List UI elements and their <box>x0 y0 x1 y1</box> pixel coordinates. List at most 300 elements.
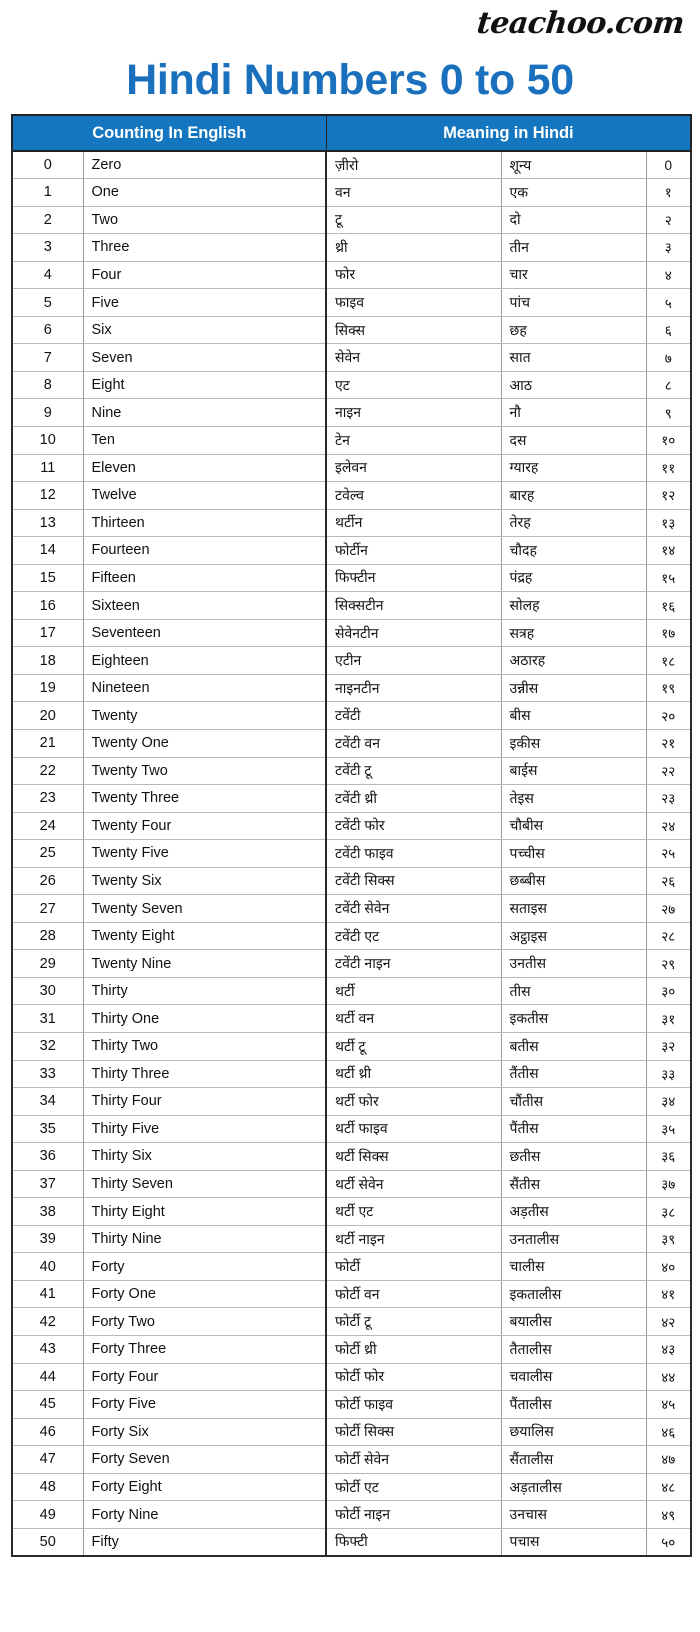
cell-english-word: Thirty Three <box>83 1060 326 1088</box>
cell-english-word: Twenty Eight <box>83 922 326 950</box>
table-row <box>12 812 691 840</box>
cell-hindi-transliteration: सिक्स <box>326 316 501 344</box>
cell-english-word: Twenty Six <box>83 867 326 895</box>
cell-hindi-transliteration: टवेल्व <box>326 482 501 510</box>
cell-hindi-transliteration: थर्टी <box>326 977 501 1005</box>
cell-hindi-word: दो <box>501 206 646 234</box>
cell-hindi-number: ४ <box>646 261 691 289</box>
table-row <box>12 895 691 923</box>
table-row <box>12 1473 691 1501</box>
cell-hindi-number: १७ <box>646 619 691 647</box>
cell-hindi-transliteration: एटीन <box>326 647 501 675</box>
cell-hindi-word: आठ <box>501 371 646 399</box>
cell-hindi-number: ४५ <box>646 1391 691 1419</box>
table-row <box>12 289 691 317</box>
cell-hindi-number: ३५ <box>646 1115 691 1143</box>
cell-english-word: Eight <box>83 371 326 399</box>
cell-english-word: Ten <box>83 426 326 454</box>
cell-hindi-word: इकतालीस <box>501 1280 646 1308</box>
table-row <box>12 537 691 565</box>
cell-english-word: Seven <box>83 344 326 372</box>
cell-hindi-word: अठारह <box>501 647 646 675</box>
cell-english-word: Fourteen <box>83 537 326 565</box>
cell-english-word: Thirty One <box>83 1005 326 1033</box>
cell-hindi-number: ३६ <box>646 1143 691 1171</box>
cell-hindi-transliteration: टेन <box>326 426 501 454</box>
cell-hindi-number: १९ <box>646 674 691 702</box>
cell-hindi-transliteration: टवेंटी सेवेन <box>326 895 501 923</box>
cell-hindi-number: २६ <box>646 867 691 895</box>
cell-hindi-transliteration: नाइन <box>326 399 501 427</box>
cell-hindi-word: उन्नीस <box>501 674 646 702</box>
cell-english-number: 31 <box>12 1005 83 1033</box>
cell-english-number: 0 <box>12 151 83 179</box>
cell-hindi-transliteration: सेवेन <box>326 344 501 372</box>
cell-english-number: 24 <box>12 812 83 840</box>
cell-hindi-transliteration: वन <box>326 179 501 207</box>
cell-hindi-transliteration: एट <box>326 371 501 399</box>
cell-hindi-word: उनचास <box>501 1501 646 1529</box>
cell-hindi-number: ६ <box>646 316 691 344</box>
cell-english-number: 13 <box>12 509 83 537</box>
cell-hindi-transliteration: फोर्टी टू <box>326 1308 501 1336</box>
table-row <box>12 564 691 592</box>
table-row <box>12 840 691 868</box>
cell-english-number: 32 <box>12 1033 83 1061</box>
table-row <box>12 316 691 344</box>
table-row <box>12 729 691 757</box>
cell-hindi-word: सात <box>501 344 646 372</box>
cell-hindi-number: ३१ <box>646 1005 691 1033</box>
table-row <box>12 1005 691 1033</box>
cell-hindi-word: बयालीस <box>501 1308 646 1336</box>
table-row <box>12 1308 691 1336</box>
cell-hindi-number: १२ <box>646 482 691 510</box>
cell-english-word: Twenty Three <box>83 785 326 813</box>
cell-hindi-transliteration: टवेंटी सिक्स <box>326 867 501 895</box>
cell-english-number: 1 <box>12 179 83 207</box>
table-row <box>12 1253 691 1281</box>
table-row <box>12 674 691 702</box>
table-row <box>12 1170 691 1198</box>
cell-english-number: 2 <box>12 206 83 234</box>
cell-english-word: Eighteen <box>83 647 326 675</box>
cell-hindi-number: २० <box>646 702 691 730</box>
cell-english-word: Thirty Seven <box>83 1170 326 1198</box>
table-row <box>12 1528 691 1556</box>
table-row <box>12 922 691 950</box>
cell-hindi-transliteration: टू <box>326 206 501 234</box>
cell-hindi-word: अड़तीस <box>501 1198 646 1226</box>
cell-english-number: 9 <box>12 399 83 427</box>
cell-hindi-number: ४१ <box>646 1280 691 1308</box>
cell-hindi-number: ३८ <box>646 1198 691 1226</box>
cell-hindi-number: २५ <box>646 840 691 868</box>
cell-hindi-word: सताइस <box>501 895 646 923</box>
table-container <box>0 114 700 1557</box>
cell-hindi-word: उनतीस <box>501 950 646 978</box>
cell-english-number: 33 <box>12 1060 83 1088</box>
cell-hindi-number: ४९ <box>646 1501 691 1529</box>
table-row <box>12 1060 691 1088</box>
cell-english-number: 15 <box>12 564 83 592</box>
cell-english-number: 25 <box>12 840 83 868</box>
cell-english-number: 44 <box>12 1363 83 1391</box>
cell-english-word: Nineteen <box>83 674 326 702</box>
cell-english-number: 26 <box>12 867 83 895</box>
cell-hindi-transliteration: थ्री <box>326 234 501 262</box>
cell-hindi-number: २८ <box>646 922 691 950</box>
cell-english-number: 18 <box>12 647 83 675</box>
cell-english-word: Six <box>83 316 326 344</box>
cell-english-word: Thirty Nine <box>83 1225 326 1253</box>
table-row <box>12 619 691 647</box>
cell-english-word: Thirty Six <box>83 1143 326 1171</box>
cell-hindi-transliteration: थर्टीन <box>326 509 501 537</box>
table-row <box>12 399 691 427</box>
cell-hindi-word: सोलह <box>501 592 646 620</box>
cell-hindi-number: १५ <box>646 564 691 592</box>
cell-hindi-number: १८ <box>646 647 691 675</box>
cell-hindi-word: चौबीस <box>501 812 646 840</box>
cell-hindi-word: पंद्रह <box>501 564 646 592</box>
cell-english-number: 20 <box>12 702 83 730</box>
cell-english-number: 47 <box>12 1446 83 1474</box>
cell-english-word: Twenty Nine <box>83 950 326 978</box>
cell-hindi-transliteration: थर्टी थ्री <box>326 1060 501 1088</box>
cell-hindi-transliteration: फोर्टीन <box>326 537 501 565</box>
cell-hindi-word: चालीस <box>501 1253 646 1281</box>
cell-english-number: 21 <box>12 729 83 757</box>
cell-hindi-word: शून्य <box>501 151 646 179</box>
cell-hindi-word: चार <box>501 261 646 289</box>
cell-english-number: 10 <box>12 426 83 454</box>
cell-english-word: Twenty Seven <box>83 895 326 923</box>
cell-english-word: Zero <box>83 151 326 179</box>
table-row <box>12 454 691 482</box>
cell-english-word: Thirty <box>83 977 326 1005</box>
cell-hindi-word: तेरह <box>501 509 646 537</box>
cell-hindi-transliteration: टवेंटी <box>326 702 501 730</box>
cell-hindi-word: बीस <box>501 702 646 730</box>
cell-english-number: 22 <box>12 757 83 785</box>
cell-hindi-transliteration: फोर्टी वन <box>326 1280 501 1308</box>
cell-hindi-number: ३२ <box>646 1033 691 1061</box>
cell-hindi-number: ३९ <box>646 1225 691 1253</box>
cell-english-number: 12 <box>12 482 83 510</box>
cell-english-word: Forty <box>83 1253 326 1281</box>
table-row <box>12 344 691 372</box>
cell-hindi-number: ५ <box>646 289 691 317</box>
cell-english-number: 48 <box>12 1473 83 1501</box>
cell-hindi-number: ११ <box>646 454 691 482</box>
table-row <box>12 509 691 537</box>
table-row <box>12 1391 691 1419</box>
cell-hindi-word: पैंतालीस <box>501 1391 646 1419</box>
cell-hindi-number: २९ <box>646 950 691 978</box>
table-row <box>12 1115 691 1143</box>
table-row <box>12 426 691 454</box>
cell-english-number: 45 <box>12 1391 83 1419</box>
table-row <box>12 261 691 289</box>
cell-english-number: 42 <box>12 1308 83 1336</box>
cell-english-number: 50 <box>12 1528 83 1556</box>
cell-english-number: 38 <box>12 1198 83 1226</box>
cell-hindi-word: तीस <box>501 977 646 1005</box>
cell-hindi-word: एक <box>501 179 646 207</box>
cell-hindi-word: अड़तालीस <box>501 1473 646 1501</box>
cell-hindi-number: ४४ <box>646 1363 691 1391</box>
cell-hindi-transliteration: फोर्टी थ्री <box>326 1336 501 1364</box>
cell-hindi-transliteration: टवेंटी नाइन <box>326 950 501 978</box>
cell-hindi-number: २४ <box>646 812 691 840</box>
cell-english-number: 8 <box>12 371 83 399</box>
cell-hindi-word: पैंतीस <box>501 1115 646 1143</box>
cell-english-word: Thirty Two <box>83 1033 326 1061</box>
cell-hindi-number: २२ <box>646 757 691 785</box>
teachoo-logo: teachoo.com <box>475 5 686 41</box>
table-row <box>12 867 691 895</box>
cell-hindi-transliteration: टवेंटी एट <box>326 922 501 950</box>
cell-english-number: 17 <box>12 619 83 647</box>
cell-hindi-number: १ <box>646 179 691 207</box>
cell-english-word: Thirty Four <box>83 1088 326 1116</box>
cell-hindi-number: 0 <box>646 151 691 179</box>
cell-hindi-transliteration: फोर्टी फाइव <box>326 1391 501 1419</box>
cell-hindi-word: पच्चीस <box>501 840 646 868</box>
cell-english-word: Two <box>83 206 326 234</box>
cell-hindi-word: दस <box>501 426 646 454</box>
cell-hindi-transliteration: थर्टी एट <box>326 1198 501 1226</box>
table-row <box>12 592 691 620</box>
table-row <box>12 785 691 813</box>
table-row <box>12 1446 691 1474</box>
cell-hindi-number: १० <box>646 426 691 454</box>
cell-english-number: 5 <box>12 289 83 317</box>
cell-hindi-number: ५० <box>646 1528 691 1556</box>
cell-english-word: Forty One <box>83 1280 326 1308</box>
hindi-numbers-table <box>11 114 692 1557</box>
cell-hindi-number: ३ <box>646 234 691 262</box>
cell-hindi-transliteration: फोर्टी नाइन <box>326 1501 501 1529</box>
cell-hindi-transliteration: थर्टी सिक्स <box>326 1143 501 1171</box>
cell-hindi-number: ४६ <box>646 1418 691 1446</box>
cell-hindi-word: तैतालीस <box>501 1336 646 1364</box>
cell-english-word: Twenty One <box>83 729 326 757</box>
cell-english-number: 3 <box>12 234 83 262</box>
cell-hindi-word: चौंतीस <box>501 1088 646 1116</box>
cell-hindi-transliteration: थर्टी सेवेन <box>326 1170 501 1198</box>
cell-hindi-transliteration: टवेंटी फोर <box>326 812 501 840</box>
cell-hindi-word: सैंतालीस <box>501 1446 646 1474</box>
table-row <box>12 1033 691 1061</box>
table-row <box>12 1143 691 1171</box>
table-row <box>12 757 691 785</box>
cell-hindi-transliteration: नाइनटीन <box>326 674 501 702</box>
table-row <box>12 482 691 510</box>
cell-hindi-word: बाईस <box>501 757 646 785</box>
cell-english-word: Fifty <box>83 1528 326 1556</box>
cell-english-word: Twelve <box>83 482 326 510</box>
table-header <box>12 115 691 151</box>
table-row <box>12 702 691 730</box>
cell-english-word: Forty Four <box>83 1363 326 1391</box>
cell-english-word: Thirteen <box>83 509 326 537</box>
table-row <box>12 1363 691 1391</box>
cell-english-word: Forty Five <box>83 1391 326 1419</box>
cell-english-word: Forty Eight <box>83 1473 326 1501</box>
cell-hindi-number: २७ <box>646 895 691 923</box>
cell-hindi-transliteration: फिफ्टी <box>326 1528 501 1556</box>
cell-hindi-transliteration: थर्टी फाइव <box>326 1115 501 1143</box>
cell-hindi-transliteration: इलेवन <box>326 454 501 482</box>
cell-english-number: 27 <box>12 895 83 923</box>
cell-hindi-number: ४८ <box>646 1473 691 1501</box>
cell-hindi-word: छह <box>501 316 646 344</box>
cell-hindi-transliteration: थर्टी टू <box>326 1033 501 1061</box>
table-row <box>12 1088 691 1116</box>
cell-hindi-number: ४० <box>646 1253 691 1281</box>
cell-english-number: 35 <box>12 1115 83 1143</box>
brand-header <box>0 0 700 46</box>
cell-english-number: 43 <box>12 1336 83 1364</box>
cell-hindi-transliteration: टवेंटी वन <box>326 729 501 757</box>
table-row <box>12 1198 691 1226</box>
table-row <box>12 1501 691 1529</box>
cell-hindi-word: इकतीस <box>501 1005 646 1033</box>
cell-hindi-number: १४ <box>646 537 691 565</box>
cell-hindi-word: सत्रह <box>501 619 646 647</box>
cell-english-number: 49 <box>12 1501 83 1529</box>
cell-english-number: 40 <box>12 1253 83 1281</box>
cell-hindi-transliteration: सिक्सटीन <box>326 592 501 620</box>
cell-hindi-transliteration: सेवेनटीन <box>326 619 501 647</box>
cell-hindi-number: ४७ <box>646 1446 691 1474</box>
table-header-row <box>12 115 691 151</box>
title-section <box>0 46 700 114</box>
cell-hindi-transliteration: टवेंटी टू <box>326 757 501 785</box>
cell-english-word: Twenty Four <box>83 812 326 840</box>
cell-english-word: Thirty Five <box>83 1115 326 1143</box>
table-row <box>12 1280 691 1308</box>
cell-hindi-transliteration: फोर्टी <box>326 1253 501 1281</box>
cell-english-number: 39 <box>12 1225 83 1253</box>
cell-hindi-number: ४३ <box>646 1336 691 1364</box>
cell-hindi-word: छतीस <box>501 1143 646 1171</box>
cell-english-word: Forty Nine <box>83 1501 326 1529</box>
cell-english-number: 34 <box>12 1088 83 1116</box>
cell-english-number: 6 <box>12 316 83 344</box>
cell-hindi-number: ८ <box>646 371 691 399</box>
column-header-counting-in-english: Counting In English <box>12 115 326 151</box>
table-row <box>12 151 691 179</box>
cell-english-word: Four <box>83 261 326 289</box>
cell-hindi-transliteration: ज़ीरो <box>326 151 501 179</box>
cell-english-number: 46 <box>12 1418 83 1446</box>
cell-english-number: 30 <box>12 977 83 1005</box>
cell-english-number: 28 <box>12 922 83 950</box>
table-row <box>12 950 691 978</box>
cell-english-number: 41 <box>12 1280 83 1308</box>
cell-hindi-transliteration: फिफ्टीन <box>326 564 501 592</box>
column-header-meaning-in-hindi: Meaning in Hindi <box>326 115 691 151</box>
cell-hindi-transliteration: फोर्टी एट <box>326 1473 501 1501</box>
cell-english-word: Twenty <box>83 702 326 730</box>
table-row <box>12 371 691 399</box>
cell-hindi-word: चवालीस <box>501 1363 646 1391</box>
cell-hindi-transliteration: थर्टी फोर <box>326 1088 501 1116</box>
table-row <box>12 977 691 1005</box>
cell-english-word: Nine <box>83 399 326 427</box>
cell-hindi-transliteration: फाइव <box>326 289 501 317</box>
cell-english-number: 36 <box>12 1143 83 1171</box>
cell-hindi-number: ३७ <box>646 1170 691 1198</box>
table-row <box>12 1225 691 1253</box>
cell-hindi-number: २१ <box>646 729 691 757</box>
table-body <box>12 151 691 1556</box>
cell-hindi-transliteration: फोर्टी सेवेन <box>326 1446 501 1474</box>
cell-hindi-number: १३ <box>646 509 691 537</box>
table-row <box>12 1418 691 1446</box>
cell-english-word: Five <box>83 289 326 317</box>
cell-english-word: Forty Six <box>83 1418 326 1446</box>
table-row <box>12 179 691 207</box>
cell-hindi-word: उनतालीस <box>501 1225 646 1253</box>
cell-english-number: 37 <box>12 1170 83 1198</box>
cell-english-number: 4 <box>12 261 83 289</box>
cell-english-number: 16 <box>12 592 83 620</box>
cell-hindi-transliteration: फोर्टी फोर <box>326 1363 501 1391</box>
cell-hindi-number: ९ <box>646 399 691 427</box>
cell-english-number: 11 <box>12 454 83 482</box>
cell-hindi-number: १६ <box>646 592 691 620</box>
cell-hindi-number: ३० <box>646 977 691 1005</box>
cell-hindi-word: पांच <box>501 289 646 317</box>
cell-hindi-word: अट्ठाइस <box>501 922 646 950</box>
cell-hindi-number: २३ <box>646 785 691 813</box>
cell-hindi-number: ७ <box>646 344 691 372</box>
cell-hindi-word: छब्बीस <box>501 867 646 895</box>
cell-hindi-word: चौदह <box>501 537 646 565</box>
cell-hindi-number: २ <box>646 206 691 234</box>
cell-english-word: Forty Two <box>83 1308 326 1336</box>
cell-english-word: Thirty Eight <box>83 1198 326 1226</box>
cell-hindi-word: छयालिस <box>501 1418 646 1446</box>
cell-hindi-word: पचास <box>501 1528 646 1556</box>
table-row <box>12 647 691 675</box>
cell-hindi-number: ३३ <box>646 1060 691 1088</box>
cell-hindi-transliteration: टवेंटी फाइव <box>326 840 501 868</box>
page-title: Hindi Numbers 0 to 50 <box>126 55 574 104</box>
cell-english-word: One <box>83 179 326 207</box>
cell-hindi-word: तीन <box>501 234 646 262</box>
cell-hindi-transliteration: थर्टी वन <box>326 1005 501 1033</box>
cell-english-number: 14 <box>12 537 83 565</box>
cell-hindi-transliteration: थर्टी नाइन <box>326 1225 501 1253</box>
table-row <box>12 234 691 262</box>
cell-english-number: 23 <box>12 785 83 813</box>
cell-hindi-word: नौ <box>501 399 646 427</box>
cell-hindi-word: बतीस <box>501 1033 646 1061</box>
cell-hindi-word: तेइस <box>501 785 646 813</box>
cell-english-number: 29 <box>12 950 83 978</box>
cell-english-word: Eleven <box>83 454 326 482</box>
cell-hindi-transliteration: टवेंटी थ्री <box>326 785 501 813</box>
cell-hindi-word: तैंतीस <box>501 1060 646 1088</box>
cell-english-number: 7 <box>12 344 83 372</box>
cell-hindi-number: ४२ <box>646 1308 691 1336</box>
cell-english-word: Twenty Two <box>83 757 326 785</box>
